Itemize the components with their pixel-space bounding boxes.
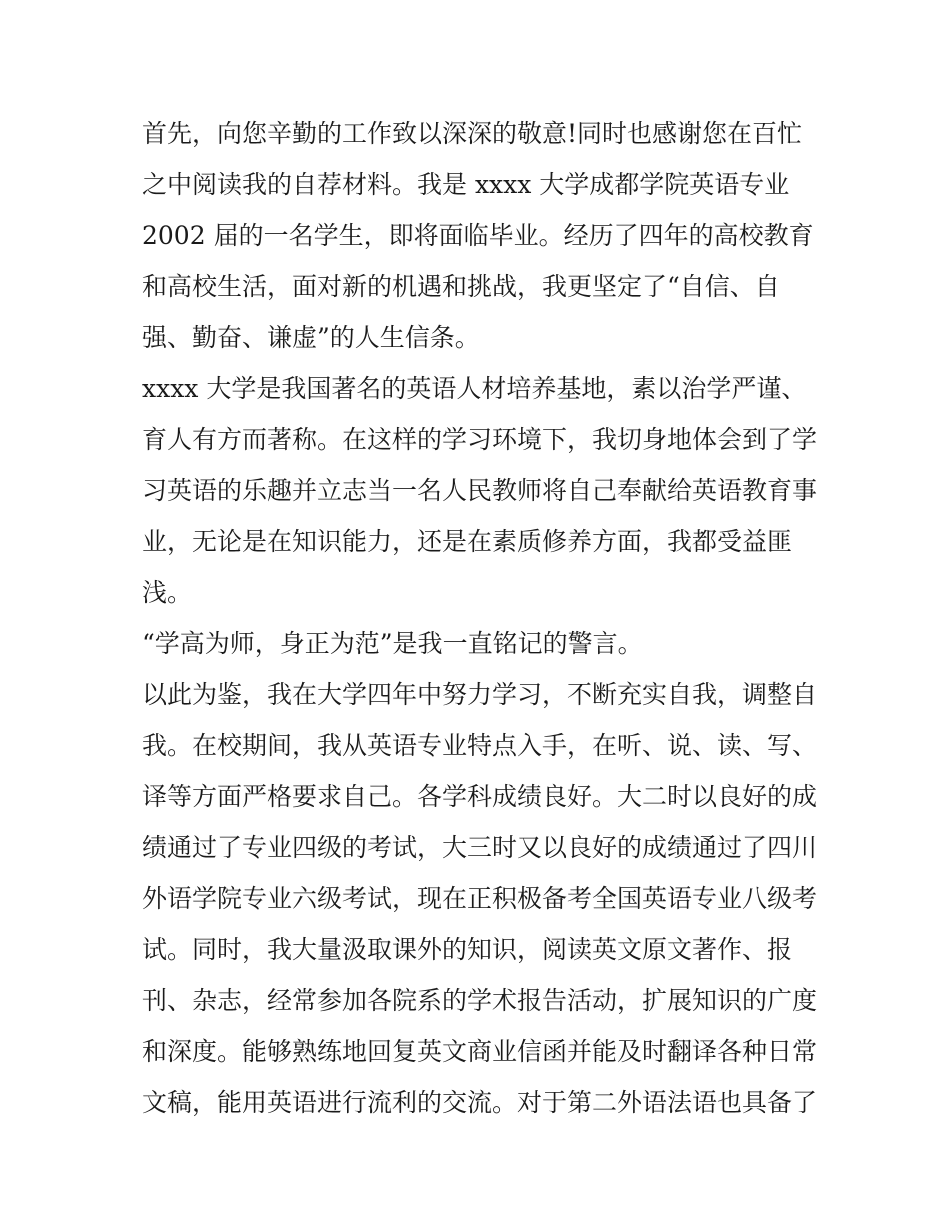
paragraph-2 xyxy=(142,363,822,618)
paragraph-3 xyxy=(142,618,822,669)
text-line: 和深度。能够熟练地回复英文商业信函并能及时翻译各种日常 xyxy=(142,1037,818,1066)
text-line: 试。同时，我大量汲取课外的知识，阅读英文原文著作、报 xyxy=(142,935,793,964)
text-line: 育人有方而著称。在这样的学习环境下，我切身地体会到了学 xyxy=(142,425,818,454)
paragraph-4 xyxy=(142,669,822,1128)
text-line: 和高校生活，面对新的机遇和挑战，我更坚定了“自信、自 xyxy=(142,272,780,301)
text-line: 文稿，能用英语进行流利的交流。对于第二外语法语也具备了 xyxy=(142,1088,818,1117)
text-line: 以此为鉴，我在大学四年中努力学习，不断充实自我，调整自 xyxy=(142,680,818,709)
text-line: “学高为师，身正为范”是我一直铭记的警言。 xyxy=(142,629,643,658)
text-line: 首先，向您辛勤的工作致以深深的敬意!同时也感谢您在百忙 xyxy=(142,119,803,148)
text-line: 译等方面严格要求自己。各学科成绩良好。大二时以良好的成 xyxy=(142,782,818,811)
text-line: 强、勤奋、谦虚”的人生信条。 xyxy=(142,323,480,352)
text-line: 2002 届的一名学生，即将面临毕业。经历了四年的高校教育 xyxy=(142,221,814,250)
text-line: 刊、杂志，经常参加各院系的学术报告活动，扩展知识的广度 xyxy=(142,986,818,1015)
text-line: 绩通过了专业四级的考试，大三时又以良好的成绩通过了四川 xyxy=(142,833,818,862)
text-line: 浅。 xyxy=(142,578,193,607)
text-line: 之中阅读我的自荐材料。我是 xxxx 大学成都学院英语专业 xyxy=(142,170,790,199)
text-line: 外语学院专业六级考试，现在正积极备考全国英语专业八级考 xyxy=(142,884,818,913)
text-line: 习英语的乐趣并立志当一名人民教师将自己奉献给英语教育事 xyxy=(142,476,818,505)
text-line: xxxx 大学是我国著名的英语人材培养基地，素以治学严谨、 xyxy=(142,374,807,403)
paragraph-1 xyxy=(142,108,822,363)
text-line: 业，无论是在知识能力，还是在素质修养方面，我都受益匪 xyxy=(142,527,793,556)
document-body xyxy=(142,108,822,1128)
text-line: 我。在校期间，我从英语专业特点入手，在听、说、读、写、 xyxy=(142,731,818,760)
